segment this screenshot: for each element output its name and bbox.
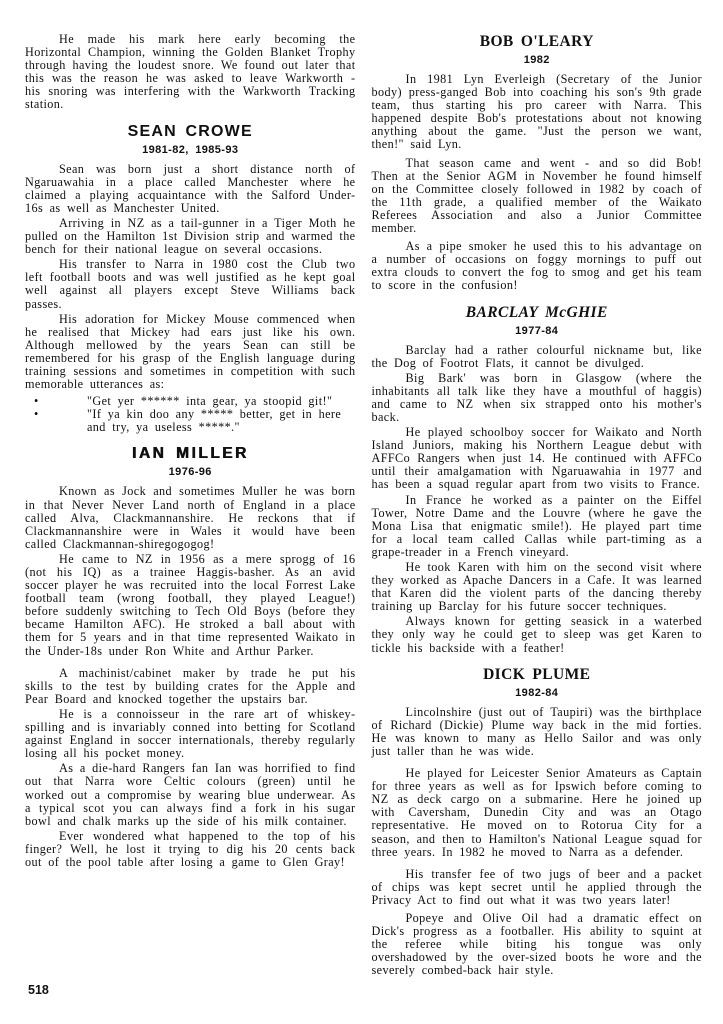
paragraph: Popeye and Olive Oil had a dramatic effect on Dick's progress as a footballer. His ability to squint at the referee while biting his tongue was only overshadowed by the over-sized boots he wore and the severely combed-back hair style.: [371, 910, 702, 978]
paragraph: He is a connoisseur in the rare art of whiskey-spilling and is invariably conned into betting for Scotland against England in soccer internationals, thereby regularly losing all his pocket money.: [25, 706, 356, 761]
paragraph: Known as Jock and sometimes Muller he was born in that Never Never Land north of England in a place called Alva, Clackmannanshire. He reckons that if Clackmannanshire were in Wales it would have been called Clackmannan-shiregogogog!: [25, 484, 356, 551]
paragraph: Arriving in NZ as a tail-gunner in a Tiger Moth he pulled on the Hamilton 1st Division strip and warmed the bench for their national league on several occasions.: [25, 215, 356, 257]
paragraph: Big Bark' was born in Glasgow (where the inhabitants all talk like they have a mouthful of haggis) and came to NZ when six strapped onto his mother's back.: [371, 370, 702, 424]
paragraph: That season came and went - and so did Bob! Then at the Senior AGM in November he found himself on the Committee closely followed in 1982 by coach of the 11th grade, a qualified member of the Waikato Referees Association and also a Junior Committee member.: [371, 155, 702, 236]
paragraph: Barclay had a rather colourful nickname but, like the Dog of Footrot Flats, it cannot be divulged.: [371, 342, 702, 370]
paragraph: His transfer fee of two jugs of beer and a packet of chips was kept secret until he applied through the Privacy Act to find out what it was two years later!: [371, 866, 702, 907]
list-item: [25, 408, 356, 434]
paragraph: He made his mark here early becoming the Horizontal Champion, winning the Golden Blanket Trophy through having the loudest snore. We found out later that this was the reason he was asked to leave Warkworth - his snoring was interfering with the Warkworth Tracking station.: [25, 32, 356, 112]
paragraph: As a pipe smoker he used this to his advantage on a number of occasions on foggy mornings to puff out extra clouds to convert the fog to smog and get his team to score in the confusion!: [371, 239, 702, 293]
paragraph: Lincolnshire (just out of Taupiri) was the birthplace of Richard (Dickie) Plume way back in the mid forties. He was known to many as Hello Sailor and was only just taller than he was wide.: [371, 704, 702, 758]
paragraph: He played for Leicester Senior Amateurs as Captain for three years as well as for Ipswich before coming to NZ as deck cargo on a submarine. Here he joined up with Caversham, Dunedin City and was an Otago representative. He moved on to Rotorua City for a season, and then to Hamilton's National League squad for three years. In 1982 he moved to Narra as a defender.: [371, 766, 702, 859]
paragraph: Always known for getting seasick in a waterbed they only way he could get to sleep was get Karen to tickle his backside with a feather!: [371, 614, 702, 655]
paragraph: Sean was born just a short distance north of Ngaruawahia in a place called Manchester where he claimed a playing acquaintance with the Salford Under-16s as well as Manchester United.: [25, 161, 356, 215]
section-years: 1976-96: [168, 466, 212, 479]
section-years: 1981-82, 1985-93: [142, 143, 239, 156]
paragraph: He played schoolboy soccer for Waikato and North Island Juniors, making his Northern League debut with AFFCo Rangers when just 14. He continued with AFFCo until their amalgamation with Ngaruawahia in 1977 and has been a squad regular apart from two visits to France.: [371, 425, 702, 492]
section-title-dick-plume: DICK PLUME: [483, 665, 591, 683]
page-number: 518: [28, 983, 49, 997]
section-years: 1982: [523, 54, 550, 66]
bullet-text: "Get yer ****** inta gear, ya stoopid git!": [87, 394, 333, 409]
section-title-barclay-mcghie: BARCLAY McGHIE: [465, 303, 608, 321]
paragraph: In France he worked as a painter on the Eiffel Tower, Notre Dame and the Louvre (where he gave the Mona Lisa that enigmatic smile!). He played part time for a local team called Callas while part-timing as a grape-treader in a French vineyard.: [371, 492, 702, 559]
section-title-ian-miller: IAN MILLER: [131, 445, 249, 463]
section-years: 1977-84: [515, 324, 559, 337]
left-column: [25, 33, 356, 979]
section-title-sean-crowe: SEAN CROWE: [127, 122, 253, 140]
bullet-icon: •: [34, 394, 39, 409]
bullet-text: "If ya kin doo any ***** better, get in here and try, ya useless *****.": [87, 407, 342, 435]
paragraph: He came to NZ in 1956 as a mere sprogg of 16 (not his IQ) as a trainee Haggis-basher. As an avid soccer player he was recruited into the local Forrest Lake football team (wrong football, they played League!) before suddenly switching to Tech Old Boys (before they became Hamilton AFC). He stroked a ball about with them for 5 years and in that time represented Waikato in the Under-18s under Ron White and Arthur Parker.: [25, 551, 356, 658]
paragraph: Ever wondered what happened to the top of his finger? Well, he lost it trying to dig his 20 cents back out of the pool table after losing a game to Glen Gray!: [25, 828, 356, 869]
paragraph: His adoration for Mickey Mouse commenced when he realised that Mickey had ears just like his own. Although mellowed by the years Sean can still be remembered for his grasp of the English language during training sessions and sometimes in competition with such memorable utterances as:: [25, 311, 356, 392]
paragraph: As a die-hard Rangers fan Ian was horrified to find out that Narra wore Celtic colours (green) until he worked out a compromise by wearing blue underwear. As a typical scot you can always find a fork in his sugar bowl and chalk marks up the side of his milk container.: [25, 761, 356, 828]
paragraph: His transfer to Narra in 1980 cost the Club two left football boots and was well justified as he kept goal well against all players except Steve Williams back passes.: [25, 257, 356, 311]
quote-bullet-list: [25, 395, 356, 434]
section-years: 1982-84: [515, 686, 559, 699]
right-column: [372, 33, 703, 979]
paragraph: A machinist/cabinet maker by trade he put his skills to the test by building crates for the Apple and Pear Board and knocked together the upstairs bar.: [25, 665, 356, 706]
section-title-bob-oleary: BOB O'LEARY: [479, 33, 594, 50]
paragraph: He took Karen with him on the second visit where they worked as Apache Dancers in a Cafe. It was learned that Karen did the violent parts of the dancing thereby training up Barclay for his future soccer techniques.: [371, 560, 702, 614]
paragraph: In 1981 Lyn Everleigh (Secretary of the Junior body) press-ganged Bob into coaching his son's 9th grade team, thus starting his pro career with Narra. This happened despite Bob's protestations about not knowing anything about the game. "Just the person we want, then!" said Lyn.: [371, 72, 702, 152]
bullet-icon: •: [34, 407, 39, 422]
